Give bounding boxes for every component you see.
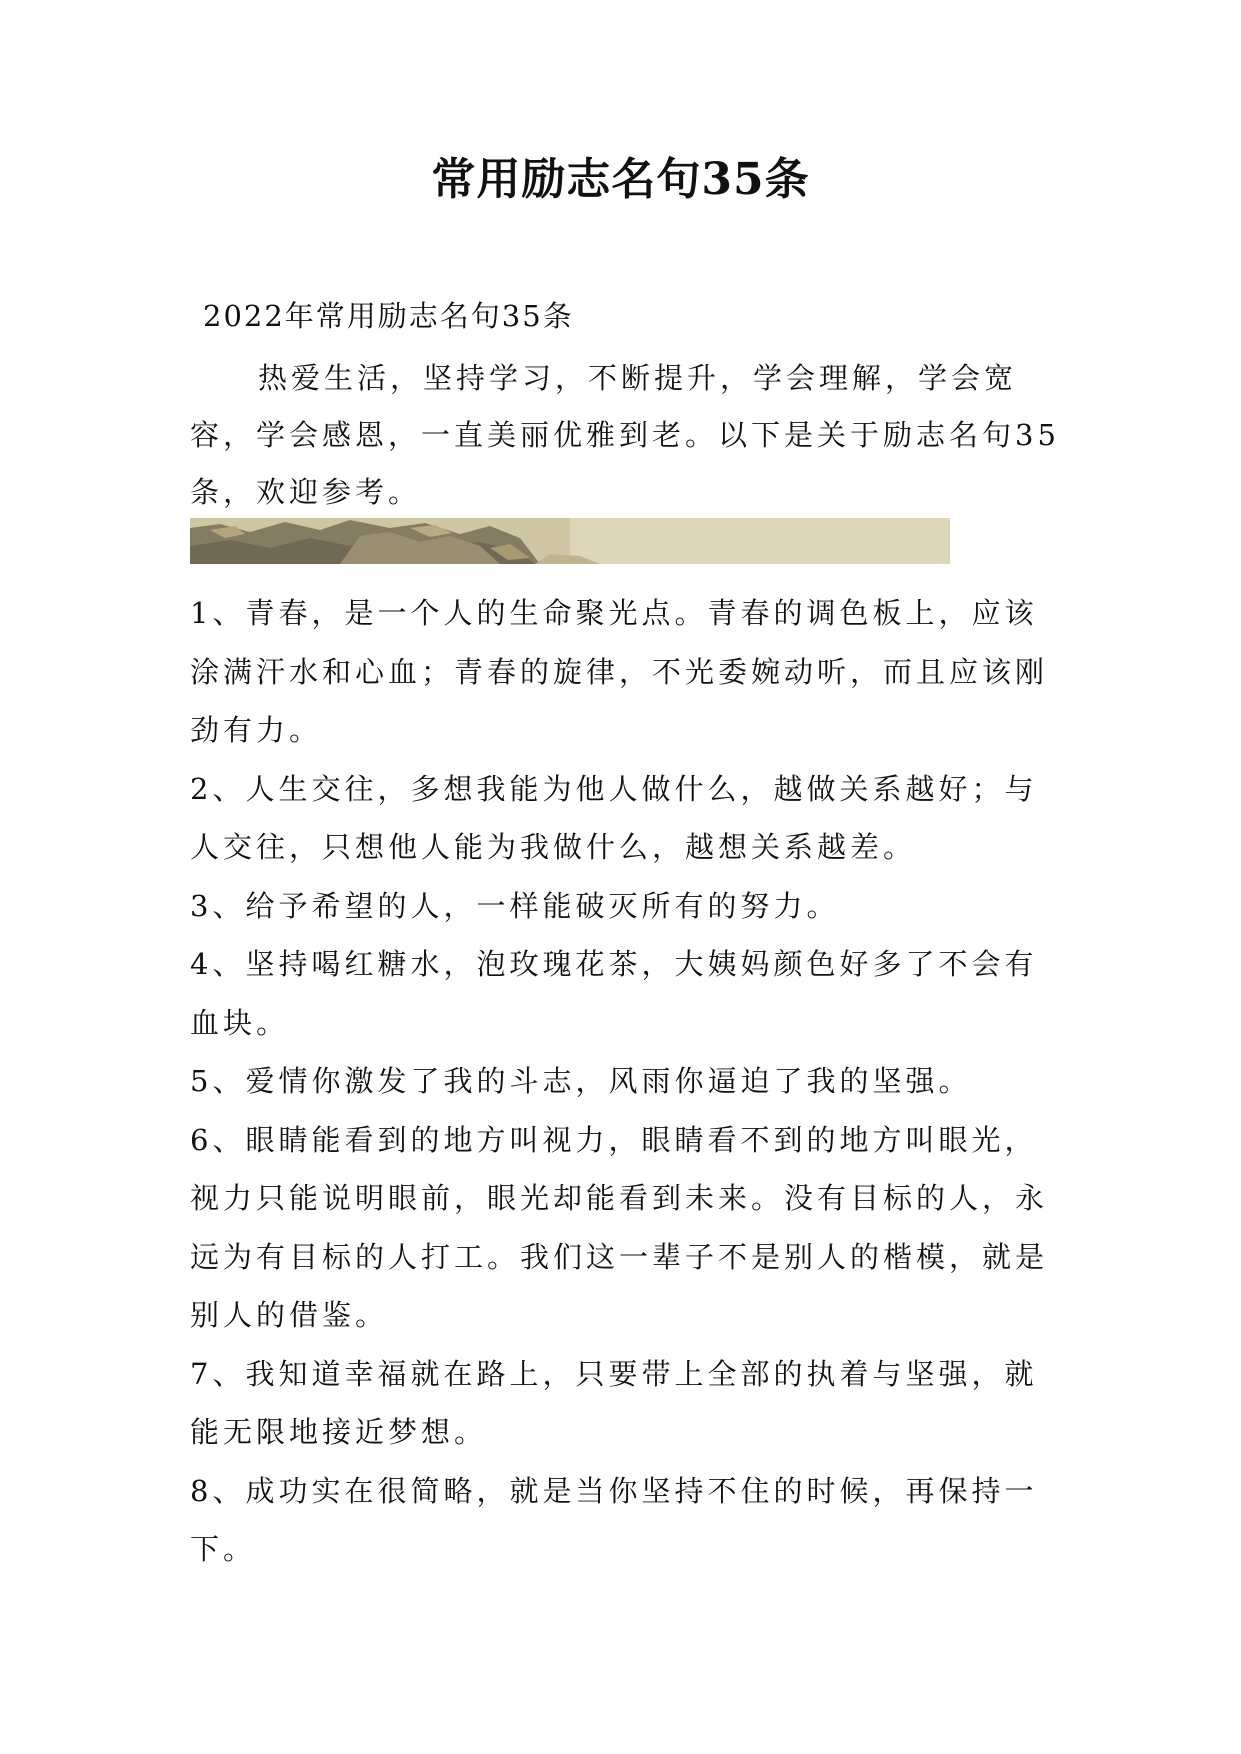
quote-list <box>190 584 1070 1579</box>
quote-item: 4、坚持喝红糖水，泡玫瑰花茶，大姨妈颜色好多了不会有血块。 <box>190 947 1038 1040</box>
page-title: 常用励志名句35条 <box>431 154 810 205</box>
mountain-banner-image <box>190 518 950 564</box>
mountain-rocks-illustration <box>190 518 950 564</box>
intro-paragraph: 热爱生活，坚持学习，不断提升，学会理解，学会宽容，学会感恩，一直美丽优雅到老。以下是关于励志名句35条，欢迎参考。 <box>190 361 1060 509</box>
document-subtitle: 2022年常用励志名句35条 <box>203 299 574 333</box>
quote-item: 6、眼睛能看到的地方叫视力，眼睛看不到的地方叫眼光，视力只能说明眼前，眼光却能看到未来。没有目标的人，永远为有目标的人打工。我们这一辈子不是别人的楷模，就是别人的借鉴。 <box>190 1122 1049 1332</box>
quote-item: 7、我知道幸福就在路上，只要带上全部的执着与坚强，就能无限地接近梦想。 <box>190 1356 1038 1449</box>
quote-item: 5、爱情你激发了我的斗志，风雨你逼迫了我的坚强。 <box>190 1064 972 1098</box>
quote-item: 8、成功实在很简略，就是当你坚持不住的时候，再保持一下。 <box>190 1473 1038 1566</box>
quote-item: 1、青春，是一个人的生命聚光点。青春的调色板上，应该涂满汗水和心血；青春的旋律，不光委婉动听，而且应该刚劲有力。 <box>190 596 1049 747</box>
quote-item: 2、人生交往，多想我能为他人做什么，越做关系越好；与人交往，只想他人能为我做什么，越想关系越差。 <box>190 771 1038 864</box>
quote-item: 3、给予希望的人，一样能破灭所有的努力。 <box>190 888 840 923</box>
